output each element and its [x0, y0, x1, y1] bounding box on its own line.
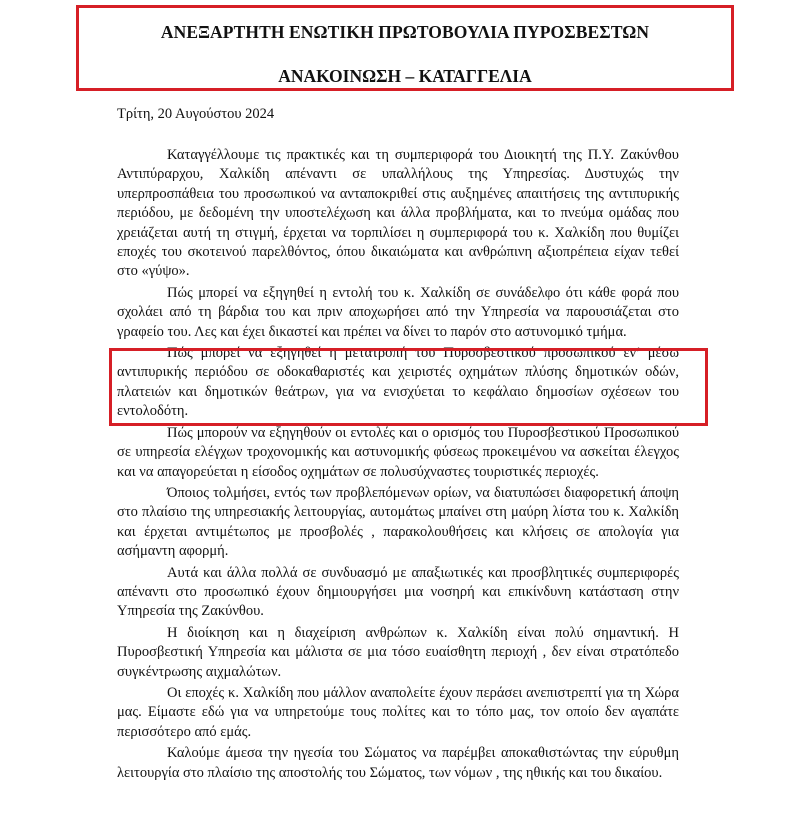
header-highlight-box: [76, 5, 734, 91]
document-body: [117, 146, 679, 783]
paragraph: Πώς μπορούν να εξηγηθούν οι εντολές και ο ορισμός του Πυροσβεστικού Προσωπικού σε υπηρεσία ελέγχων τροχονομικής και αστυνομικής φύσεως προκειμένου να ασκείται έλεγχος και να απαγορεύεται η είσοδος οχημάτων σε πολυσύχναστες τουριστικές περιοχές.: [117, 424, 679, 480]
paragraph: Η διοίκηση και η διαχείριση ανθρώπων κ. Χαλκίδη είναι πολύ σημαντική. Η Πυροσβεστική Υπηρεσία και μάλιστα σε μια τόσο ευαίσθητη περιοχή , δεν είναι στρατόπεδο συγκέντρωσης αιχμαλώτων.: [117, 624, 679, 680]
paragraph: Καλούμε άμεσα την ηγεσία του Σώματος να παρέμβει αποκαθιστώντας την εύρυθμη λειτουργία στο πλαίσιο της αποστολής του Σώματος, των νόμων , της ηθικής και του δικαίου.: [117, 745, 679, 781]
paragraph: Αυτά και άλλα πολλά σε συνδυασμό με απαξιωτικές και προσβλητικές συμπεριφορές απέναντι στο προσωπικό έχουν δημιουργήσει μια νοσηρή και επικίνδυνη κατάσταση στην Υπηρεσία της Ζακύνθου.: [117, 564, 679, 620]
paragraph: Καταγγέλλουμε τις πρακτικές και τη συμπεριφορά του Διοικητή της Π.Υ. Ζακύνθου Αντιπύραρχου, Χαλκίδη απέναντι σε υπαλλήλους της Υπηρεσίας. Δυστυχώς την υπερπροσπάθεια του προσωπικού να ανταποκριθεί στις αυξημένες απαιτήσεις της αντιπυρικής περιόδου, με δεδομένη την υποστελέχωση και άλλα προβλήματα, και το πνεύμα ομάδας που χρειάζεται αυτή τη στιγμή, έρχεται να τορπιλίσει η συμπεριφορά του κ. Χαλκίδη που θυμίζει εποχές του σκοτεινού παρελθόντος, όπου δικαιώματα και ανθρώπινη αξιοπρέπεια είχαν τεθεί στο «γύψο».: [117, 147, 679, 280]
document-date: Τρίτη, 20 Αυγούστου 2024: [117, 106, 275, 122]
paragraph: Οι εποχές κ. Χαλκίδη που μάλλον αναπολείτε έχουν περάσει ανεπιστρεπτί για τη Χώρα μας. Είμαστε εδώ για να υπηρετούμε τους πολίτες και το τόπο μας, τον οποίο δεν αγαπάτε περισσότερο από εμάς.: [117, 684, 679, 740]
paragraph-highlighted: Πώς μπορεί να εξηγηθεί η μετατροπή του Πυροσβεστικού προσωπικού εν’ μέσω αντιπυρικής περιόδου σε οδοκαθαριστές και χειριστές οχημάτων πλύσης δημοτικών οδών, πλατειών και δημοτικών θεάτρων, για να ενισχύεται το κεφάλαιο δημοσίων σχέσεων του εντολοδότη.: [117, 345, 679, 420]
paragraph: Πώς μπορεί να εξηγηθεί η εντολή του κ. Χαλκίδη σε συνάδελφο ότι κάθε φορά που σχολάει από τη βάρδια του και πριν αποχωρήσει από την Υπηρεσία να παρουσιάζεται στο γραφείο του. Λες και έχει δικαστεί και πρέπει να δίνει το παρόν στο αστυνομικό τμήμα.: [117, 284, 679, 340]
document-subtitle: ΑΝΑΚΟΙΝΩΣΗ – ΚΑΤΑΓΓΕΛΙΑ: [278, 66, 532, 86]
paragraph: Όποιος τολμήσει, εντός των προβλεπόμενων ορίων, να διατυπώσει διαφορετική άποψη στο πλαίσιο της υπηρεσιακής λειτουργίας, αυτομάτως μπαίνει στη μαύρη λίστα του κ. Χαλκίδη και έρχεται αντιμέτωπος με προσβολές , παρακολουθήσεις και κλήσεις σε απολογία για ασήμαντη αφορμή.: [117, 484, 679, 560]
organization-title: ΑΝΕΞΑΡΤΗΤΗ ΕΝΩΤΙΚΗ ΠΡΩΤΟΒΟΥΛΙΑ ΠΥΡΟΣΒΕΣΤΩΝ: [160, 22, 650, 42]
